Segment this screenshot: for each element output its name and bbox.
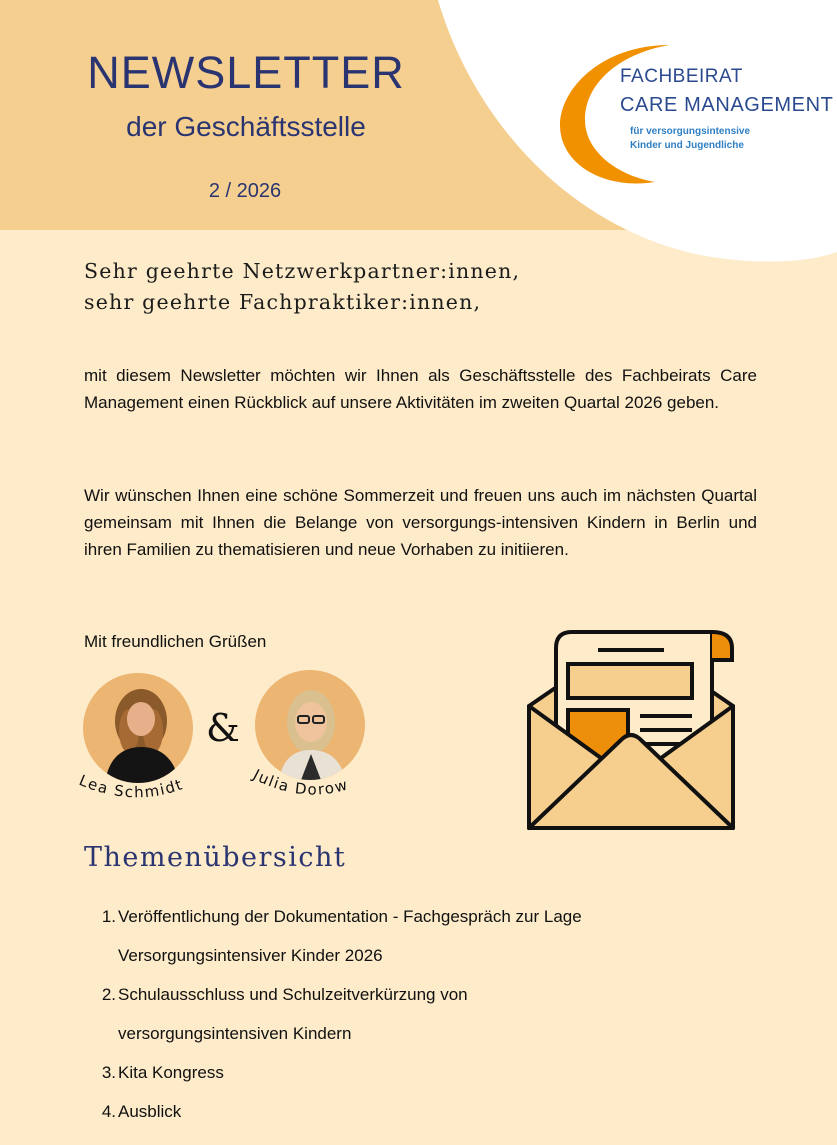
wishes-paragraph: Wir wünschen Ihnen eine schöne Sommerzeit und freuen uns auch im nächsten Quartal gemeinsam mit Ihnen die Belange von versorgungs-intensiven Kindern in Berlin und ihren Familien zu thematisieren und neue Vorhaben zu initiieren. (84, 486, 757, 559)
logo-text-line1: FACHBEIRAT (620, 66, 743, 87)
newsletter-title: NEWSLETTER (87, 47, 405, 98)
list-item (84, 1053, 744, 1092)
envelope-newsletter-icon (526, 628, 736, 836)
list-item-text: Kita Kongress (118, 1063, 224, 1082)
list-item-number: 1. (101, 907, 116, 926)
list-item-text: Veröffentlichung der Dokumentation - Fachgespräch zur Lage (118, 907, 582, 926)
signature-names (60, 760, 400, 820)
signature-lea-text: Lea Schmidt (76, 771, 186, 802)
newsletter-subtitle: der Geschäftsstelle (126, 111, 366, 142)
list-item-text: Schulausschluss und Schulzeitverkürzung von (118, 985, 468, 1004)
list-item-text: Versorgungsintensiver Kinder 2026 (118, 946, 383, 965)
signature-julia (249, 765, 350, 798)
list-item (84, 975, 744, 1014)
issue-number: 2 / 2026 (208, 180, 282, 202)
list-item-number: 2. (101, 985, 116, 1004)
list-item-continuation (84, 936, 744, 975)
topics-list (84, 897, 744, 1131)
greeting (84, 256, 520, 318)
list-item-text: Ausblick (118, 1102, 182, 1121)
intro-paragraph: mit diesem Newsletter möchten wir Ihnen als Geschäftsstelle des Fachbeirats Care Management einen Rückblick auf unsere Aktivitäten im zweiten Quartal 2026 geben. (84, 366, 757, 412)
logo-subtext-line1: für versorgungsintensive (630, 126, 751, 137)
logo-subtext (630, 125, 750, 153)
list-item-number: 3. (101, 1063, 116, 1082)
list-item-text: versorgungsintensiven Kindern (118, 1024, 352, 1043)
list-item (84, 1092, 744, 1131)
logo-text-line2: CARE MANAGEMENT (620, 94, 834, 116)
ampersand: & (206, 706, 240, 750)
list-item-continuation (84, 1014, 744, 1053)
closing-regards: Mit freundlichen Grüßen (84, 632, 267, 651)
signature-julia-text: Julia Dorow (250, 765, 351, 799)
list-item (84, 897, 744, 936)
logo-subtext-line2: Kinder und Jugendliche (630, 140, 744, 151)
list-item-number: 4. (101, 1102, 116, 1121)
greeting-line2: sehr geehrte Fachpraktiker:innen, (84, 290, 482, 314)
signature-lea (77, 771, 186, 801)
greeting-line1: Sehr geehrte Netzwerkpartner:innen, (84, 259, 521, 283)
topics-title: Themenübersicht (84, 842, 347, 873)
